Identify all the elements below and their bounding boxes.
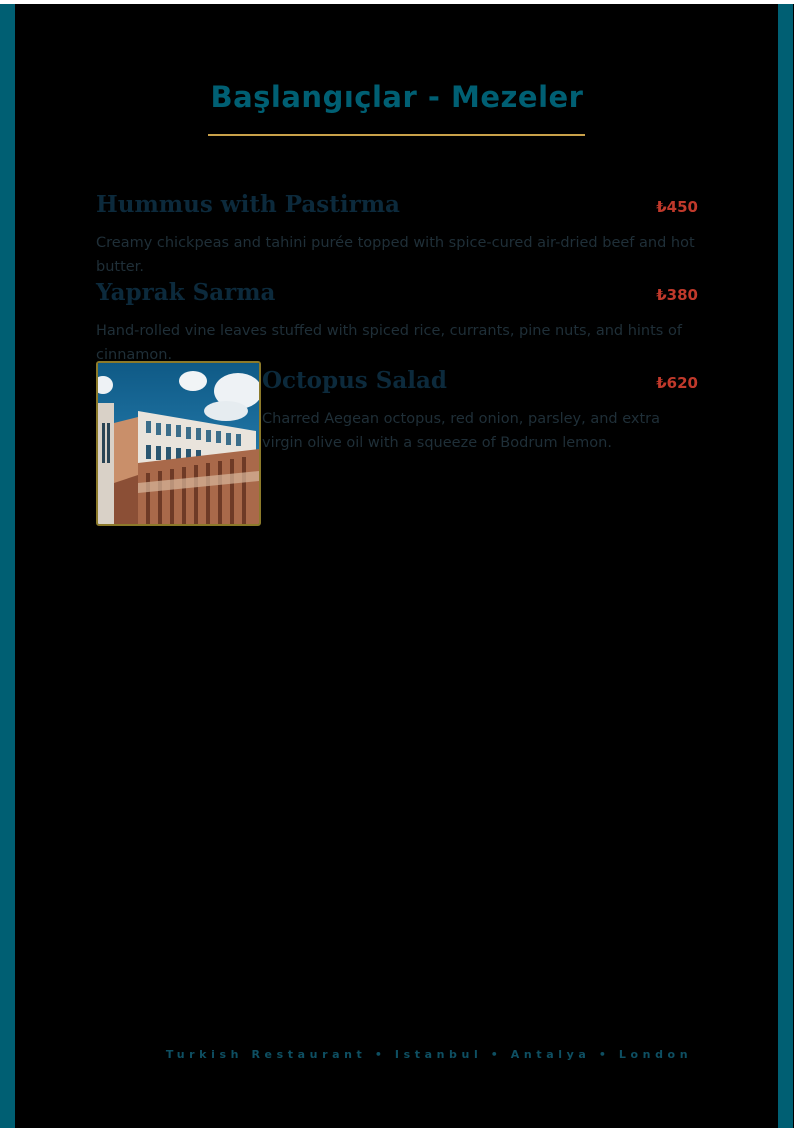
item-name: Octopus Salad (262, 367, 447, 394)
item-description: Creamy chickpeas and tahini purée topped with spice-cured air-dried beef and hot butter. (96, 235, 695, 275)
right-accent-bar (778, 4, 793, 1128)
building-photo-icon (98, 363, 259, 524)
menu-item (262, 367, 698, 451)
item-name: Hummus with Pastirma (96, 191, 400, 218)
dish-photo (96, 361, 261, 526)
item-name: Yaprak Sarma (96, 279, 276, 306)
menu-item (96, 279, 698, 363)
item-description: Charred Aegean octopus, red onion, parsley, and extra virgin olive oil with a squeeze of Bodrum lemon. (262, 411, 661, 451)
left-accent-bar (0, 4, 15, 1128)
footer-locations: Turkish Restaurant • Istanbul • Antalya • London (165, 1048, 693, 1061)
menu-page (0, 4, 794, 1128)
menu-item (96, 191, 698, 275)
item-price: ₺450 (656, 198, 698, 216)
item-price: ₺620 (656, 374, 698, 392)
item-price: ₺380 (656, 286, 698, 304)
title-divider (208, 134, 585, 136)
item-description: Hand-rolled vine leaves stuffed with spiced rice, currants, pine nuts, and hints of cinnamon. (96, 323, 682, 363)
section-title: Başlangıçlar - Mezeler (210, 80, 584, 114)
